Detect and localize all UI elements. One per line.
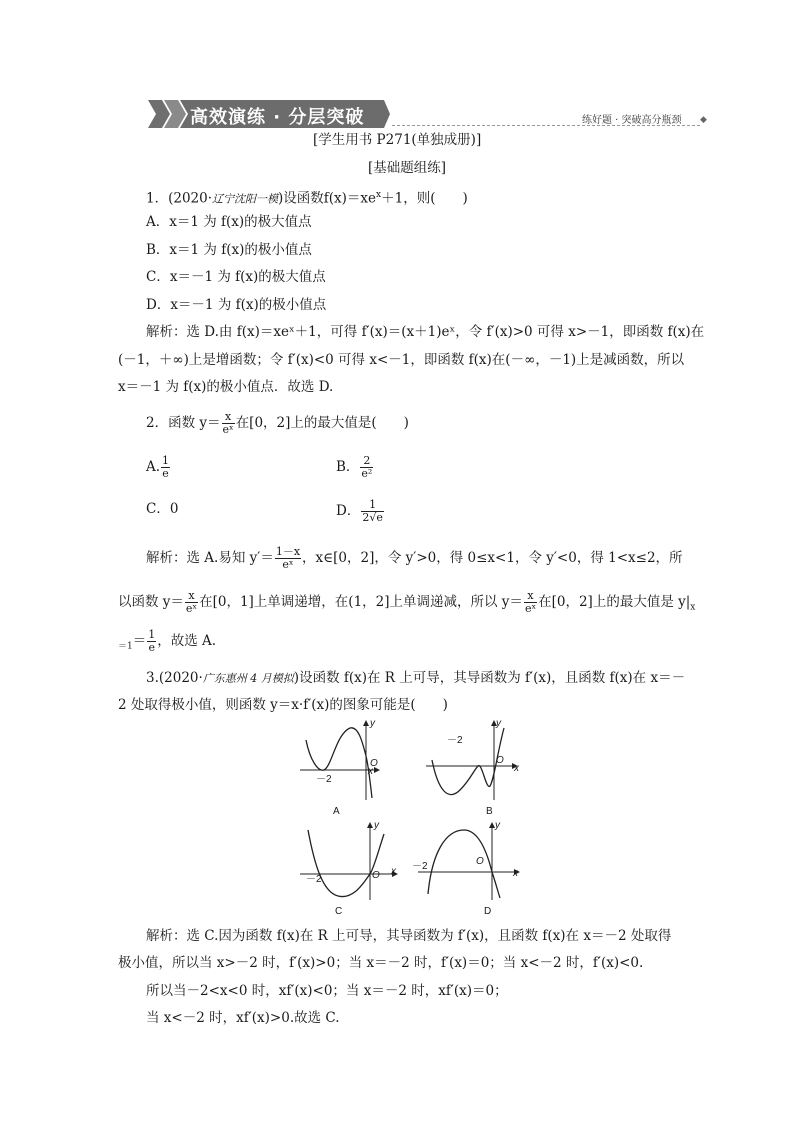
graph-c-origin: O bbox=[372, 870, 380, 881]
q3-solution-line4: 当 x<－2 时，xf′(x)>0.故选 C. bbox=[146, 1010, 340, 1026]
graph-d bbox=[412, 822, 522, 902]
q2-stem: 2．函数 y＝ $\frac{x}{\text{eˣ}}$ 在[0，2]上的最大值是( ) bbox=[146, 410, 409, 436]
book-reference: [学生用书 P271(单独成册)] bbox=[313, 132, 482, 148]
graph-a-caption: A bbox=[333, 806, 340, 817]
q2-solution-line3: $_{=1}$＝ $\frac{1}{e}$ ，故选 A. bbox=[118, 628, 217, 654]
graph-a-origin: O bbox=[370, 758, 378, 769]
graph-a-y-label: y bbox=[370, 718, 375, 729]
banner-title: 高效演练 · 分层突破 bbox=[190, 107, 365, 128]
q1-solution-line3: x＝－1 为 f(x)的极小值点．故选 D. bbox=[118, 379, 334, 395]
graph-c-y-label: y bbox=[374, 820, 379, 831]
q3-stem-line1: 3.(2020·广东惠州 4 月模拟)设函数 f(x)在 R 上可导，其导函数为 f′(x)，且函数 f(x)在 x＝－ bbox=[146, 670, 686, 686]
graph-d-y-label: y bbox=[495, 820, 500, 831]
graph-b-y-label: y bbox=[496, 718, 501, 729]
graph-a-tick: －2 bbox=[316, 774, 332, 785]
q2-option-d: D． $\frac{1}{2√e}$ bbox=[336, 498, 383, 524]
q3-solution-line1: 解析：选 C.因为函数 f(x)在 R 上可导，其导函数为 f′(x)，且函数 f(x)在 x＝－2 处取得 bbox=[146, 928, 672, 944]
section-label: [基础题组练] bbox=[368, 160, 447, 176]
graph-b-origin: O bbox=[496, 755, 504, 766]
graph-b-x-label: x bbox=[514, 763, 519, 774]
graph-a bbox=[298, 720, 380, 802]
q1-option-b: B．x＝1 为 f(x)的极小值点 bbox=[146, 242, 312, 258]
graph-c-x-label: x bbox=[391, 866, 396, 877]
graph-d-x-label: x bbox=[513, 868, 518, 879]
graph-d-caption: D bbox=[484, 906, 492, 917]
q2-solution-line2: 以函数 y＝ $\frac{x}{\text{eˣ}}$ 在[0，1]上单调递增，在(1，2]上单调递减，所以 y＝ $\frac{x}{\text{eˣ}}$ 在[0，2]上的最大值是 $y|_x$ bbox=[118, 589, 696, 615]
graph-b-caption: B bbox=[486, 806, 493, 817]
graph-c-caption: C bbox=[335, 906, 343, 917]
graph-b bbox=[424, 720, 520, 802]
q1-option-c: C．x＝－1 为 f(x)的极大值点 bbox=[146, 269, 326, 285]
diamond-icon: ◆ bbox=[700, 115, 707, 125]
q2-option-a: A. $\frac{1}{e}$ bbox=[146, 454, 170, 480]
graph-a-x-label: x bbox=[368, 766, 373, 777]
q3-solution-line3: 所以当－2<x<0 时，xf′(x)<0；当 x＝－2 时，xf′(x)＝0； bbox=[146, 983, 508, 999]
q1-option-d: D．x＝－1 为 f(x)的极小值点 bbox=[146, 297, 327, 313]
q3-stem-line2: 2 处取得极小值，则函数 y＝x·f′(x)的图象可能是( ) bbox=[118, 697, 448, 713]
graph-c-tick: －2 bbox=[306, 874, 322, 885]
graph-b-tick: －2 bbox=[447, 735, 463, 746]
graph-d-tick: －2 bbox=[412, 861, 428, 872]
q3-solution-line2: 极小值，所以当 x>－2 时，f′(x)>0；当 x＝－2 时，f′(x)＝0；当 x<－2 时，f′(x)<0. bbox=[118, 955, 644, 971]
q1-solution-line2: (－1，＋∞)上是增函数；令 f′(x)<0 可得 x<－1，即函数 f(x)在(－∞，－1)上是减函数，所以 bbox=[118, 352, 685, 368]
q2-solution-line1: 解析：选 A.易知 y′＝ $\frac{1-x}{\text{eˣ}}$ ，x∈[0，2]，令 y′>0，得 0≤x<1，令 y′<0，得 1<x≤2，所 bbox=[146, 545, 683, 571]
q2-option-b: B． $\frac{2}{\text{e²}}$ bbox=[336, 454, 373, 480]
q1-solution-line1: 解析：选 D.由 f(x)＝xeˣ＋1，可得 f′(x)＝(x＋1)eˣ，令 f′(x)>0 可得 x>－1，即函数 f(x)在 bbox=[146, 324, 705, 340]
q1-stem: 1．(2020·辽宁沈阳一模)设函数$f(x)=xe^x+1$，则( ) bbox=[146, 190, 468, 207]
graph-d-origin: O bbox=[476, 856, 484, 867]
q1-option-a: A．x＝1 为 f(x)的极大值点 bbox=[146, 214, 312, 230]
graph-c bbox=[298, 822, 398, 902]
q2-option-c: C．0 bbox=[146, 501, 179, 517]
header-right-note: 练好题 · 突破高分瓶颈 bbox=[582, 115, 682, 126]
